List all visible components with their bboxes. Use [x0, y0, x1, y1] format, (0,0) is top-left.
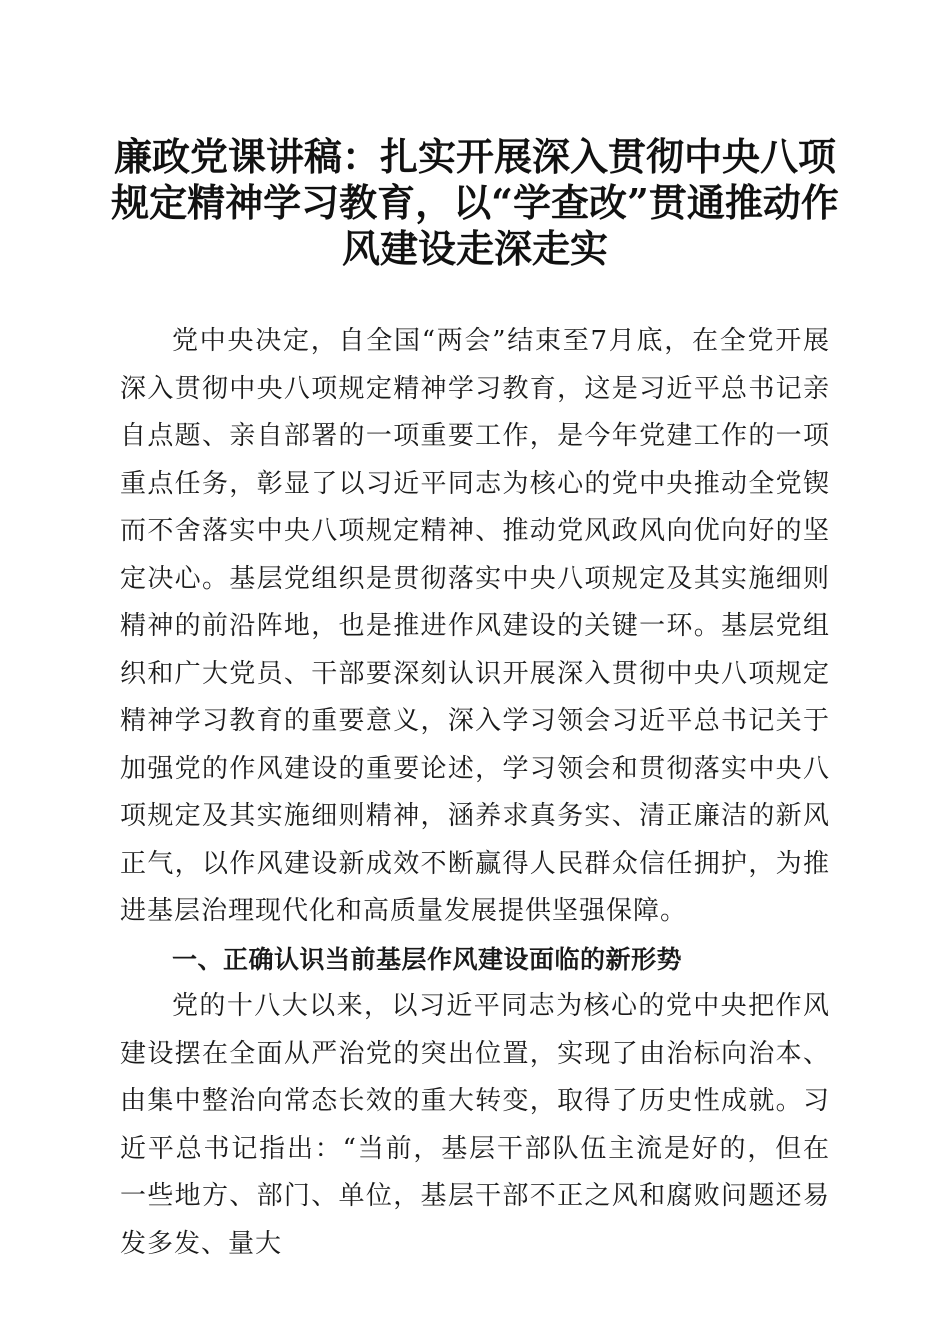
document-body	[120, 318, 830, 1268]
paragraph-section-1: 党的十八大以来，以习近平同志为核心的党中央把作风建设摆在全面从严治党的突出位置，实现了由治标向治本、由集中整治向常态长效的重大转变，取得了历史性成就。习近平总书记指出：“当前，基层干部队伍主流是好的，但在一些地方、部门、单位，基层干部不正之风和腐败问题还易发多发、量大	[120, 991, 830, 1259]
section-heading-1: 一、正确认识当前基层作风建设面临的新形势	[172, 944, 683, 974]
paragraph-intro: 党中央决定，自全国“两会”结束至7月底，在全党开展深入贯彻中央八项规定精神学习教育，这是习近平总书记亲自点题、亲自部署的一项重要工作，是今年党建工作的一项重点任务，彰显了以习近平同志为核心的党中央推动全党锲而不舍落实中央八项规定精神、推动党风政风向优向好的坚定决心。基层党组织是贯彻落实中央八项规定及其实施细则精神的前沿阵地，也是推进作风建设的关键一环。基层党组织和广大党员、干部要深刻认识开展深入贯彻中央八项规定精神学习教育的重要意义，深入学习领会习近平总书记关于加强党的作风建设的重要论述，学习领会和贯彻落实中央八项规定及其实施细则精神，涵养求真务实、清正廉洁的新风正气，以作风建设新成效不断赢得人民群众信任拥护，为推进基层治理现代化和高质量发展提供坚强保障。	[120, 326, 830, 926]
document-title: 廉政党课讲稿：扎实开展深入贯彻中央八项规定精神学习教育，以“学查改”贯通推动作风建设走深走实	[111, 134, 839, 271]
